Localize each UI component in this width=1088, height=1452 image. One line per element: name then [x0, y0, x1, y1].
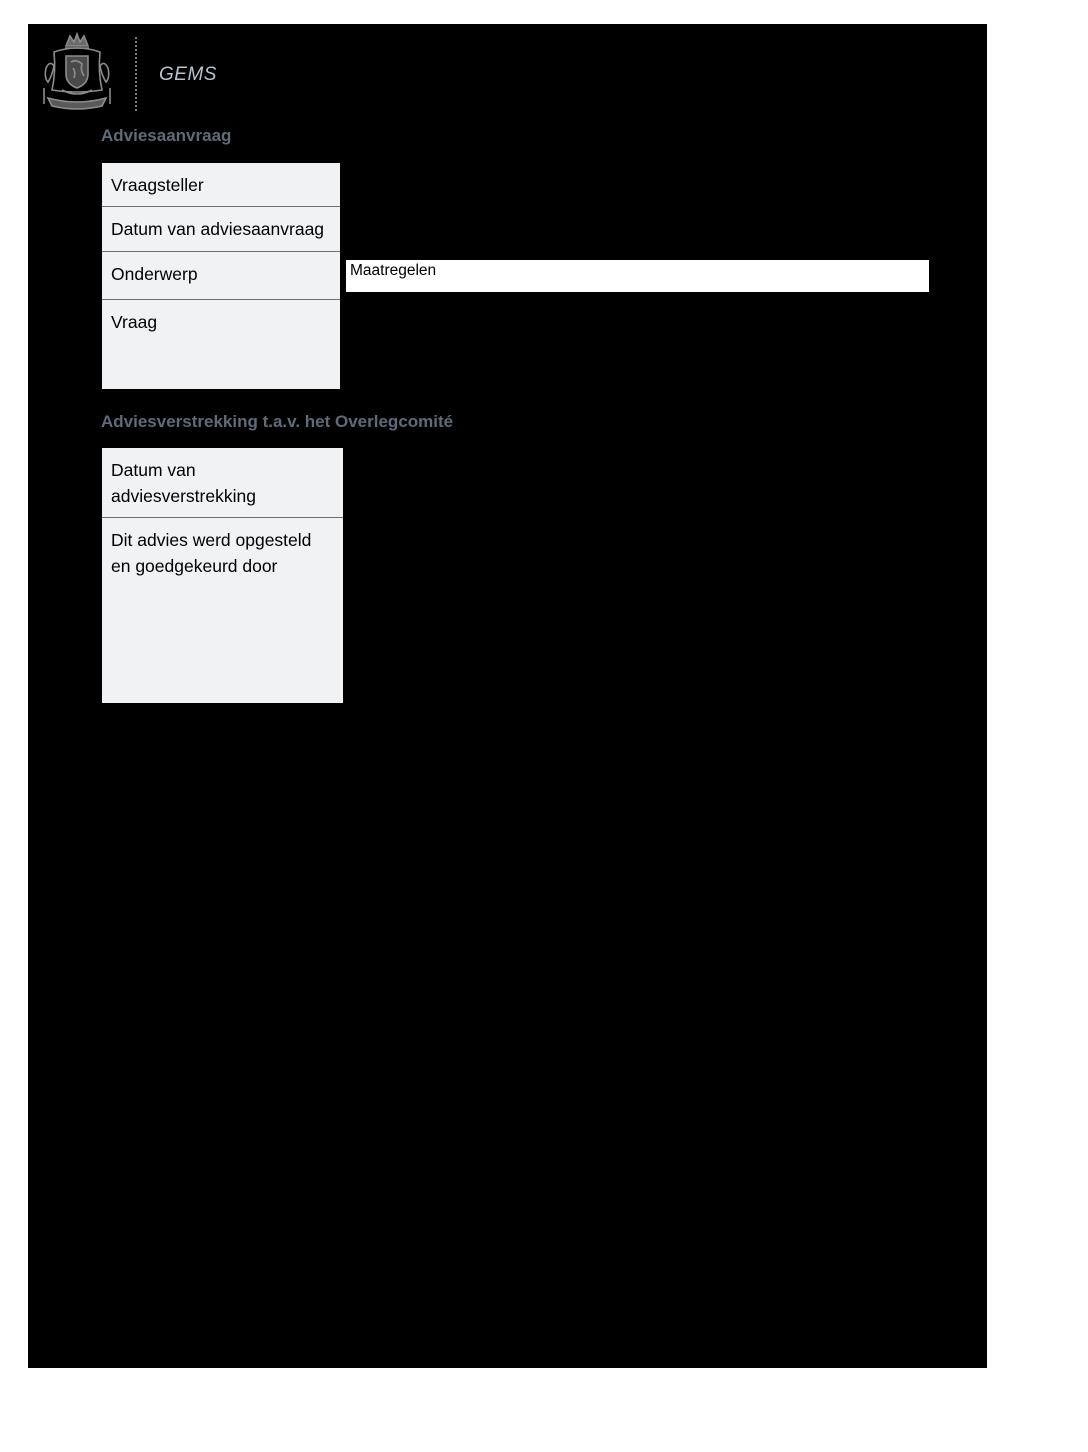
label-datum-adviesaanvraag: Datum van adviesaanvraag: [102, 207, 340, 252]
label-datum-adviesverstrekking: Datum van adviesverstrekking: [102, 448, 343, 518]
document-page: [28, 24, 987, 1368]
section-title-delivery: Adviesverstrekking t.a.v. het Overlegcomité: [101, 412, 454, 431]
belgian-coat-of-arms-icon: [40, 32, 114, 112]
label-onderwerp: Onderwerp: [102, 252, 340, 300]
label-vraag: Vraag: [102, 300, 340, 389]
label-vraagsteller: Vraagsteller: [102, 163, 340, 207]
header-divider: [135, 37, 137, 111]
section-title-request: Adviesaanvraag: [101, 126, 232, 145]
brand-name: GEMS: [159, 64, 217, 85]
label-opgesteld-goedgekeurd: Dit advies werd opgesteld en goedgekeurd door: [102, 518, 343, 703]
onderwerp-value-field[interactable]: Maatregelen: [346, 260, 929, 292]
